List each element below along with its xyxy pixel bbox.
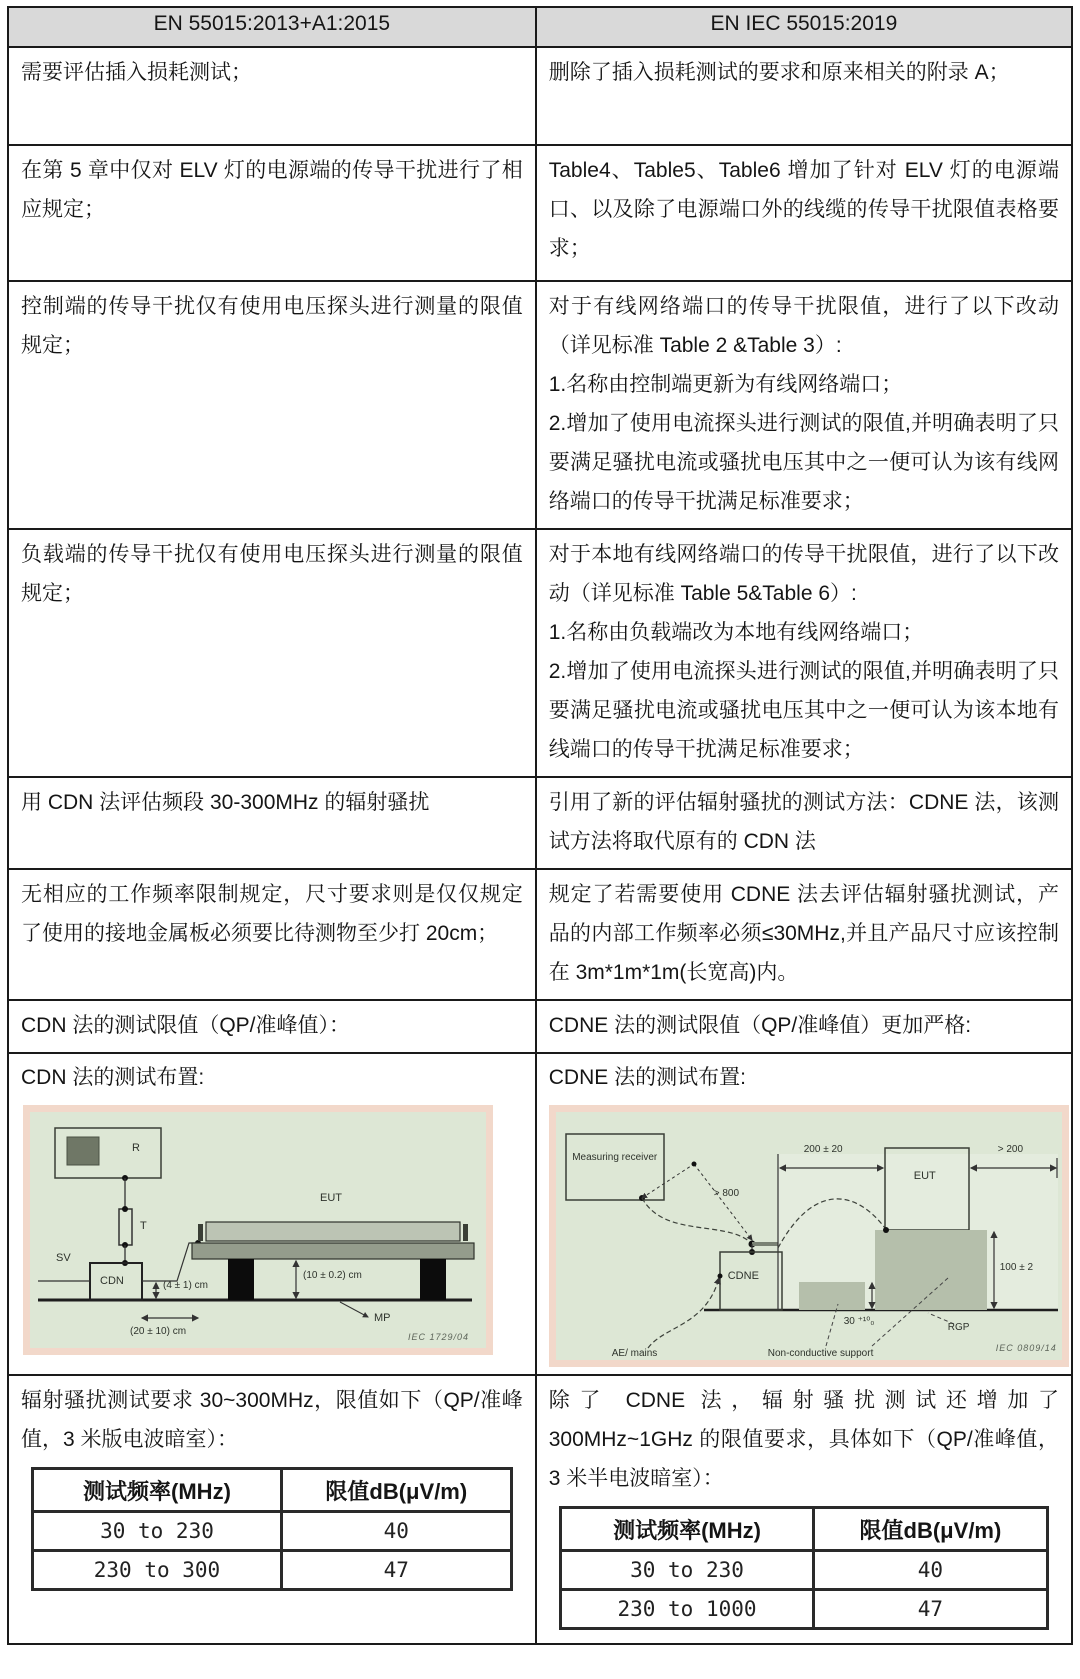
row-elv-power-port bbox=[8, 145, 1072, 281]
cell-text: 1.名称由负载端改为本地有线网络端口； bbox=[548, 621, 924, 644]
old-standard-cell bbox=[8, 47, 536, 145]
new-standard-cell bbox=[536, 1000, 1072, 1053]
cdne-test-setup-figure bbox=[549, 1105, 1069, 1367]
new-standard-cell bbox=[536, 1375, 1072, 1644]
new-standard-cell bbox=[536, 47, 1072, 145]
cdn-test-setup-figure bbox=[23, 1105, 493, 1355]
cdn-figure-drawing bbox=[30, 1112, 486, 1348]
eut-lamp-tube bbox=[206, 1222, 460, 1241]
cell-text: 2.增加了使用电流探头进行测试的限值,并明确表明了只要满足骚扰电流或骚扰电压其中之一便可认为该有线网络端口的传导干扰满足标准要求； bbox=[548, 412, 1059, 513]
dim-gt200-label: > 200 bbox=[997, 1144, 1024, 1155]
limits-data-row bbox=[33, 1551, 512, 1590]
row-insertion-loss bbox=[8, 47, 1072, 145]
limits-table-new bbox=[559, 1506, 1049, 1630]
row-load-terminal bbox=[8, 529, 1072, 777]
row-cdn-method bbox=[8, 777, 1072, 869]
cell-text: 规定了若需要使用 CDNE 法去评估辐射骚扰测试，产品的内部工作频率必须≤30MHz,并且产品尺寸应该控制在 3m*1m*1m(长宽高)内。 bbox=[548, 883, 1059, 984]
limits-header-row bbox=[560, 1508, 1047, 1551]
cell-text: 用 CDN 法评估频段 30-300MHz 的辐射骚扰 bbox=[21, 791, 430, 814]
cell-text: CDNE 法的测试限值（QP/准峰值）更加严格: bbox=[548, 1014, 972, 1037]
limit-value: 47 bbox=[281, 1551, 511, 1590]
frequency-range: 230 to 300 bbox=[33, 1551, 282, 1590]
dim-20cm-label: (20 ± 10) cm bbox=[130, 1326, 187, 1337]
cell-text: 2.增加了使用电流探头进行测试的限值,并明确表明了只要满足骚扰电流或骚扰电压其中之一便可认为该本地有线端口的传导干扰满足标准要求； bbox=[548, 660, 1059, 761]
dim-800-label: > 800 bbox=[713, 1188, 740, 1199]
dim-30-label: 30 ⁺¹⁰₀ bbox=[843, 1316, 875, 1327]
cell-text: 引用了新的评估辐射骚扰的测试方法：CDNE 法，该测试方法将取代原有的 CDN 法 bbox=[548, 791, 1059, 853]
old-standard-cell bbox=[8, 1053, 536, 1375]
cell-text: CDN 法的测试限值（QP/准峰值）： bbox=[21, 1014, 351, 1037]
header-new-standard: EN IEC 55015:2019 bbox=[536, 7, 1072, 47]
limit-value: 40 bbox=[814, 1551, 1048, 1590]
limits-table-old bbox=[31, 1467, 513, 1591]
new-standard-cell bbox=[536, 869, 1072, 1000]
cell-text: Table4、Table5、Table6 增加了针对 ELV 灯的电源端口、以及除了电源端口外的线缆的传导干扰限值表格要求； bbox=[548, 159, 1059, 260]
row-test-arrangement bbox=[8, 1053, 1072, 1375]
cdn-label: CDN bbox=[100, 1275, 124, 1287]
mp-label: MP bbox=[374, 1312, 391, 1324]
eut-label: EUT bbox=[913, 1170, 936, 1182]
iec-figure-ref: IEC 1729/04 bbox=[408, 1332, 470, 1342]
old-standard-cell bbox=[8, 529, 536, 777]
cell-text: 需要评估插入损耗测试； bbox=[21, 61, 252, 84]
cdne-arrangement-title: CDNE 法的测试布置: bbox=[548, 1066, 746, 1089]
row-radiated-limits bbox=[8, 1375, 1072, 1644]
new-standard-cell bbox=[536, 1053, 1072, 1375]
row-control-terminal bbox=[8, 281, 1072, 529]
header-row bbox=[8, 7, 1072, 47]
receiver-label: R bbox=[132, 1142, 140, 1154]
ae-mains-cable bbox=[648, 1278, 719, 1348]
cdn-to-eut-wire bbox=[142, 1243, 198, 1281]
limits-data-row bbox=[560, 1551, 1047, 1590]
limits-col-frequency: 测试频率(MHz) bbox=[33, 1469, 282, 1512]
cell-text: 对于本地有线网络端口的传导干扰限值，进行了以下改动（详见标准 Table 5&Table 6）: bbox=[548, 543, 1059, 605]
receiver-cable bbox=[642, 1198, 750, 1242]
row-test-limits bbox=[8, 1000, 1072, 1053]
limits-header-row bbox=[33, 1469, 512, 1512]
cdn-arrangement-title: CDN 法的测试布置: bbox=[21, 1066, 205, 1089]
dim-10cm-label: (10 ± 0.2) cm bbox=[303, 1270, 362, 1281]
old-standard-cell bbox=[8, 869, 536, 1000]
measuring-receiver-box bbox=[566, 1134, 664, 1200]
cell-text: 对于有线网络端口的传导干扰限值，进行了以下改动（详见标准 Table 2 &Table 3）: bbox=[548, 295, 1059, 357]
eut-frame bbox=[192, 1243, 474, 1259]
new-standard-cell bbox=[536, 145, 1072, 281]
limits-data-row bbox=[560, 1590, 1047, 1629]
eut-support-right bbox=[420, 1259, 446, 1300]
dim-200-label: 200 ± 20 bbox=[803, 1144, 843, 1155]
cell-text: 除了 CDNE 法，辐射骚扰测试还增加了 300MHz~1GHz 的限值要求，具体如下（QP/准峰值，3 米半电波暗室）： bbox=[548, 1389, 1059, 1490]
receiver-screen bbox=[67, 1137, 99, 1165]
cell-text: 控制端的传导干扰仅有使用电压探头进行测量的限值规定； bbox=[21, 295, 523, 357]
header-old-standard: EN 55015:2013+A1:2015 bbox=[8, 7, 536, 47]
transformer-box bbox=[119, 1209, 132, 1245]
non-conductive-support-label: Non-conductive support bbox=[767, 1348, 874, 1359]
rgp-label: RGP bbox=[947, 1322, 970, 1333]
limits-col-frequency: 测试频率(MHz) bbox=[560, 1508, 813, 1551]
row-frequency-size-limits bbox=[8, 869, 1072, 1000]
old-standard-cell bbox=[8, 281, 536, 529]
sv-label: SV bbox=[56, 1252, 71, 1264]
cell-text: 1.名称由控制端更新为有线网络端口； bbox=[548, 373, 903, 396]
limit-value: 40 bbox=[281, 1512, 511, 1551]
eut-support-left bbox=[228, 1259, 254, 1300]
cell-text: 无相应的工作频率限制规定，尺寸要求则是仅仅规定了使用的接地金属板必须要比待测物至少打 20cm； bbox=[21, 883, 523, 945]
new-standard-cell bbox=[536, 281, 1072, 529]
standards-comparison-table bbox=[7, 6, 1073, 1645]
cell-text: 在第 5 章中仅对 ELV 灯的电源端的传导干扰进行了相应规定； bbox=[21, 159, 523, 221]
old-standard-cell bbox=[8, 777, 536, 869]
transformer-label: T bbox=[140, 1220, 147, 1232]
frequency-range: 30 to 230 bbox=[560, 1551, 813, 1590]
dim-100-label: 100 ± 2 bbox=[999, 1262, 1034, 1273]
cell-text: 删除了插入损耗测试的要求和原来相关的附录 A； bbox=[548, 61, 1010, 84]
new-standard-cell bbox=[536, 777, 1072, 869]
cell-text: 辐射骚扰测试要求 30~300MHz，限值如下（QP/准峰值，3 米版电波暗室）： bbox=[21, 1389, 523, 1451]
cdne-support-block bbox=[799, 1282, 865, 1310]
eut-label: EUT bbox=[320, 1192, 342, 1204]
iec-figure-ref: IEC 0809/14 bbox=[995, 1343, 1057, 1353]
dim-4cm-label: (4 ± 1) cm bbox=[163, 1280, 208, 1291]
old-standard-cell bbox=[8, 145, 536, 281]
frequency-range: 230 to 1000 bbox=[560, 1590, 813, 1629]
limit-value: 47 bbox=[814, 1590, 1048, 1629]
new-standard-cell bbox=[536, 529, 1072, 777]
frequency-range: 30 to 230 bbox=[33, 1512, 282, 1551]
measuring-receiver-label: Measuring receiver bbox=[572, 1152, 658, 1163]
ae-mains-label: AE/ mains bbox=[611, 1348, 658, 1359]
cdne-label: CDNE bbox=[727, 1270, 759, 1282]
limits-col-limit: 限值dB(μV/m) bbox=[281, 1469, 511, 1512]
old-standard-cell bbox=[8, 1000, 536, 1053]
old-standard-cell bbox=[8, 1375, 536, 1644]
limits-col-limit: 限值dB(μV/m) bbox=[814, 1508, 1048, 1551]
eut-support-block bbox=[875, 1230, 987, 1310]
limits-data-row bbox=[33, 1512, 512, 1551]
cell-text: 负载端的传导干扰仅有使用电压探头进行测量的限值规定； bbox=[21, 543, 523, 605]
